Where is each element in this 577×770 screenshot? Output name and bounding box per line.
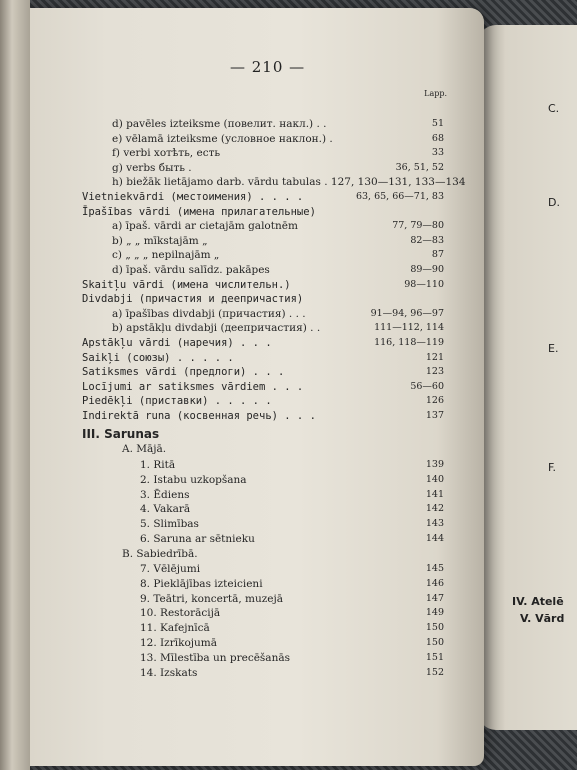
right-label-f: F. — [548, 461, 557, 474]
subsection-b: B. Sabiedrībā. — [122, 548, 198, 560]
conversation-item-label: 6. Saruna ar sētnieku — [140, 533, 255, 545]
toc-row-label: g) verbs быть . — [112, 161, 192, 174]
toc-row-label: Skaitļu vārdi (имена числительн.) — [82, 278, 291, 291]
conversation-item — [82, 607, 462, 622]
toc-row-page: 82—83 — [410, 234, 444, 246]
toc-row — [82, 366, 462, 381]
conversation-item-page: 152 — [425, 666, 444, 678]
toc-row-label: Piedēkļi (приставки) . . . . . — [82, 395, 272, 408]
toc-row — [82, 395, 462, 410]
toc-row-label: Apstākļu vārdi (наречия) . . . — [82, 337, 272, 349]
toc-row — [82, 206, 462, 221]
toc-row — [82, 176, 466, 191]
conversation-item-page: 150 — [425, 622, 444, 634]
conversation-item — [82, 533, 462, 548]
toc-row-page: 121 — [425, 351, 444, 363]
conversation-item — [82, 489, 462, 504]
toc-row-label: Saikļi (союзы) . . . . . — [82, 351, 234, 364]
toc-row-label: h) biežāk lietājamo darb. vārdu tabulas . 127, 130—131, 133—134 — [112, 176, 466, 189]
toc-row-page: 123 — [425, 366, 444, 378]
conversation-item-label: 12. Izrīkojumā — [140, 637, 218, 649]
toc-row — [82, 191, 462, 206]
conversation-item-label: 5. Slimības — [140, 518, 199, 531]
toc-row — [82, 235, 462, 250]
right-label-d: D. — [548, 196, 560, 209]
conversation-item-page: 147 — [425, 592, 444, 604]
toc-row-label: d) īpaš. vārdu salīdz. pakāpes — [112, 264, 270, 276]
conversation-item-label: 7. Vēlējumi — [140, 563, 201, 575]
conversation-item-label: 4. Vakarā — [140, 503, 191, 516]
toc-row-label: d) pavēles izteiksme (повелит. накл.) . . — [112, 118, 327, 130]
conversation-item — [82, 563, 462, 578]
conversation-item-label: 14. Izskats — [140, 666, 198, 679]
toc-row-page: 137 — [425, 410, 444, 421]
conversation-item — [82, 474, 462, 489]
conversation-item — [82, 459, 462, 474]
section-heading: III. Sarunas — [82, 427, 160, 441]
toc-row — [82, 279, 462, 294]
toc-row-label: Īpašības vārdi (имена прилагательные) — [82, 205, 316, 218]
conversation-item-page: 143 — [425, 518, 444, 530]
conversation-item — [82, 593, 462, 608]
right-label-e: E. — [548, 342, 559, 355]
conversation-item — [82, 637, 462, 652]
conversation-item-page: 140 — [425, 473, 444, 485]
toc-row-label: b) „ „ mīkstajām „ — [112, 234, 208, 247]
conversation-item-page: 141 — [425, 488, 444, 500]
toc-row-page: 63, 65, 66—71, 83 — [355, 191, 444, 202]
toc-row-label: Locījumi ar satiksmes vārdiem . . . — [82, 380, 304, 393]
toc-row-page: 111—112, 114 — [374, 322, 444, 334]
conversation-item-page: 151 — [425, 651, 444, 663]
right-label-c: C. — [548, 102, 560, 115]
toc-row-label: b) apstākļu divdabji (деепричастия) . . — [112, 322, 321, 335]
right-label-v: V. Vārd — [520, 612, 565, 625]
conversation-item-label: 11. Kafejnīcā — [140, 622, 210, 635]
conversation-item — [82, 518, 462, 533]
conversation-item-page: 145 — [425, 563, 444, 574]
conversation-item-page: 146 — [425, 577, 444, 589]
conversation-item — [82, 667, 462, 682]
toc-row — [82, 308, 462, 323]
toc-row-page: 126 — [425, 395, 444, 407]
conversation-item-label: 10. Restorācijā — [140, 607, 221, 620]
toc-row — [82, 322, 462, 337]
toc-row — [82, 264, 462, 279]
conversation-item-page: 149 — [425, 607, 444, 619]
toc-row-label: f) verbi хотѣть, есть — [112, 147, 221, 160]
toc-row — [82, 220, 462, 235]
toc-row-page: 98—110 — [404, 278, 444, 290]
toc-row — [82, 381, 462, 396]
toc-row-label: c) „ „ „ nepilnajām „ — [112, 249, 220, 262]
right-label-iv: IV. Atelē — [512, 595, 564, 608]
toc-row-label: Divdabji (причастия и деепричастия) — [82, 293, 304, 306]
conversation-item-label: 2. Istabu uzkopšana — [140, 473, 247, 486]
toc-row-label: Indirektā runa (косвенная речь) . . . — [82, 410, 316, 422]
conversation-item-page: 150 — [425, 637, 444, 648]
conversation-item-label: 9. Teātri, koncertā, muzejā — [140, 592, 283, 605]
conversation-item-page: 142 — [425, 503, 444, 515]
toc-row — [82, 133, 462, 148]
conversation-item — [82, 578, 462, 593]
conversation-item-page: 139 — [425, 459, 444, 470]
conversation-item — [82, 503, 462, 518]
toc-row-label: a) īpašības divdabji (причастия) . . . — [112, 307, 306, 320]
toc-row-page: 36, 51, 52 — [395, 161, 444, 173]
page-number: — 210 — — [230, 58, 306, 76]
conversation-item — [82, 652, 462, 667]
toc-row-label: Vietniekvārdi (местоимения) . . . . — [82, 191, 304, 203]
toc-row — [82, 249, 462, 264]
toc-row-label: Satiksmes vārdi (предлоги) . . . — [82, 366, 285, 379]
toc-row-page: 89—90 — [410, 264, 444, 275]
book-spine — [0, 0, 30, 770]
toc-row-page: 56—60 — [410, 380, 444, 392]
conversation-item — [82, 622, 462, 637]
toc-row — [82, 162, 462, 177]
toc-row — [82, 293, 462, 308]
subsection-a: A. Mājā. — [122, 443, 167, 455]
toc-row-page: 33 — [431, 147, 444, 159]
toc-row — [82, 352, 462, 367]
conversation-item-page: 144 — [425, 533, 444, 544]
toc-row — [82, 118, 462, 133]
toc-row-label: e) vēlamā izteiksme (условное наклон.) . — [112, 132, 333, 145]
toc-row — [82, 337, 462, 352]
toc-row-page: 51 — [431, 118, 444, 129]
toc-row — [82, 147, 462, 162]
conversation-item-label: 1. Ritā — [140, 459, 176, 471]
toc-row-page: 77, 79—80 — [392, 220, 444, 232]
toc-row-page: 68 — [431, 132, 444, 144]
conversation-item-label: 3. Ēdiens — [140, 488, 190, 501]
toc-row-page: 116, 118—119 — [374, 337, 444, 348]
lapp-label: Lapp. — [424, 89, 447, 98]
toc-row — [82, 410, 462, 425]
conversation-item-label: 8. Pieklājības izteicieni — [140, 577, 263, 590]
toc-row-page: 91—94, 96—97 — [370, 307, 444, 319]
conversation-item-label: 13. Mīlestība un precēšanās — [140, 651, 290, 664]
toc-row-page: 87 — [431, 249, 444, 261]
toc-row-label: a) īpaš. vārdi ar cietajām galotnēm — [112, 220, 298, 233]
